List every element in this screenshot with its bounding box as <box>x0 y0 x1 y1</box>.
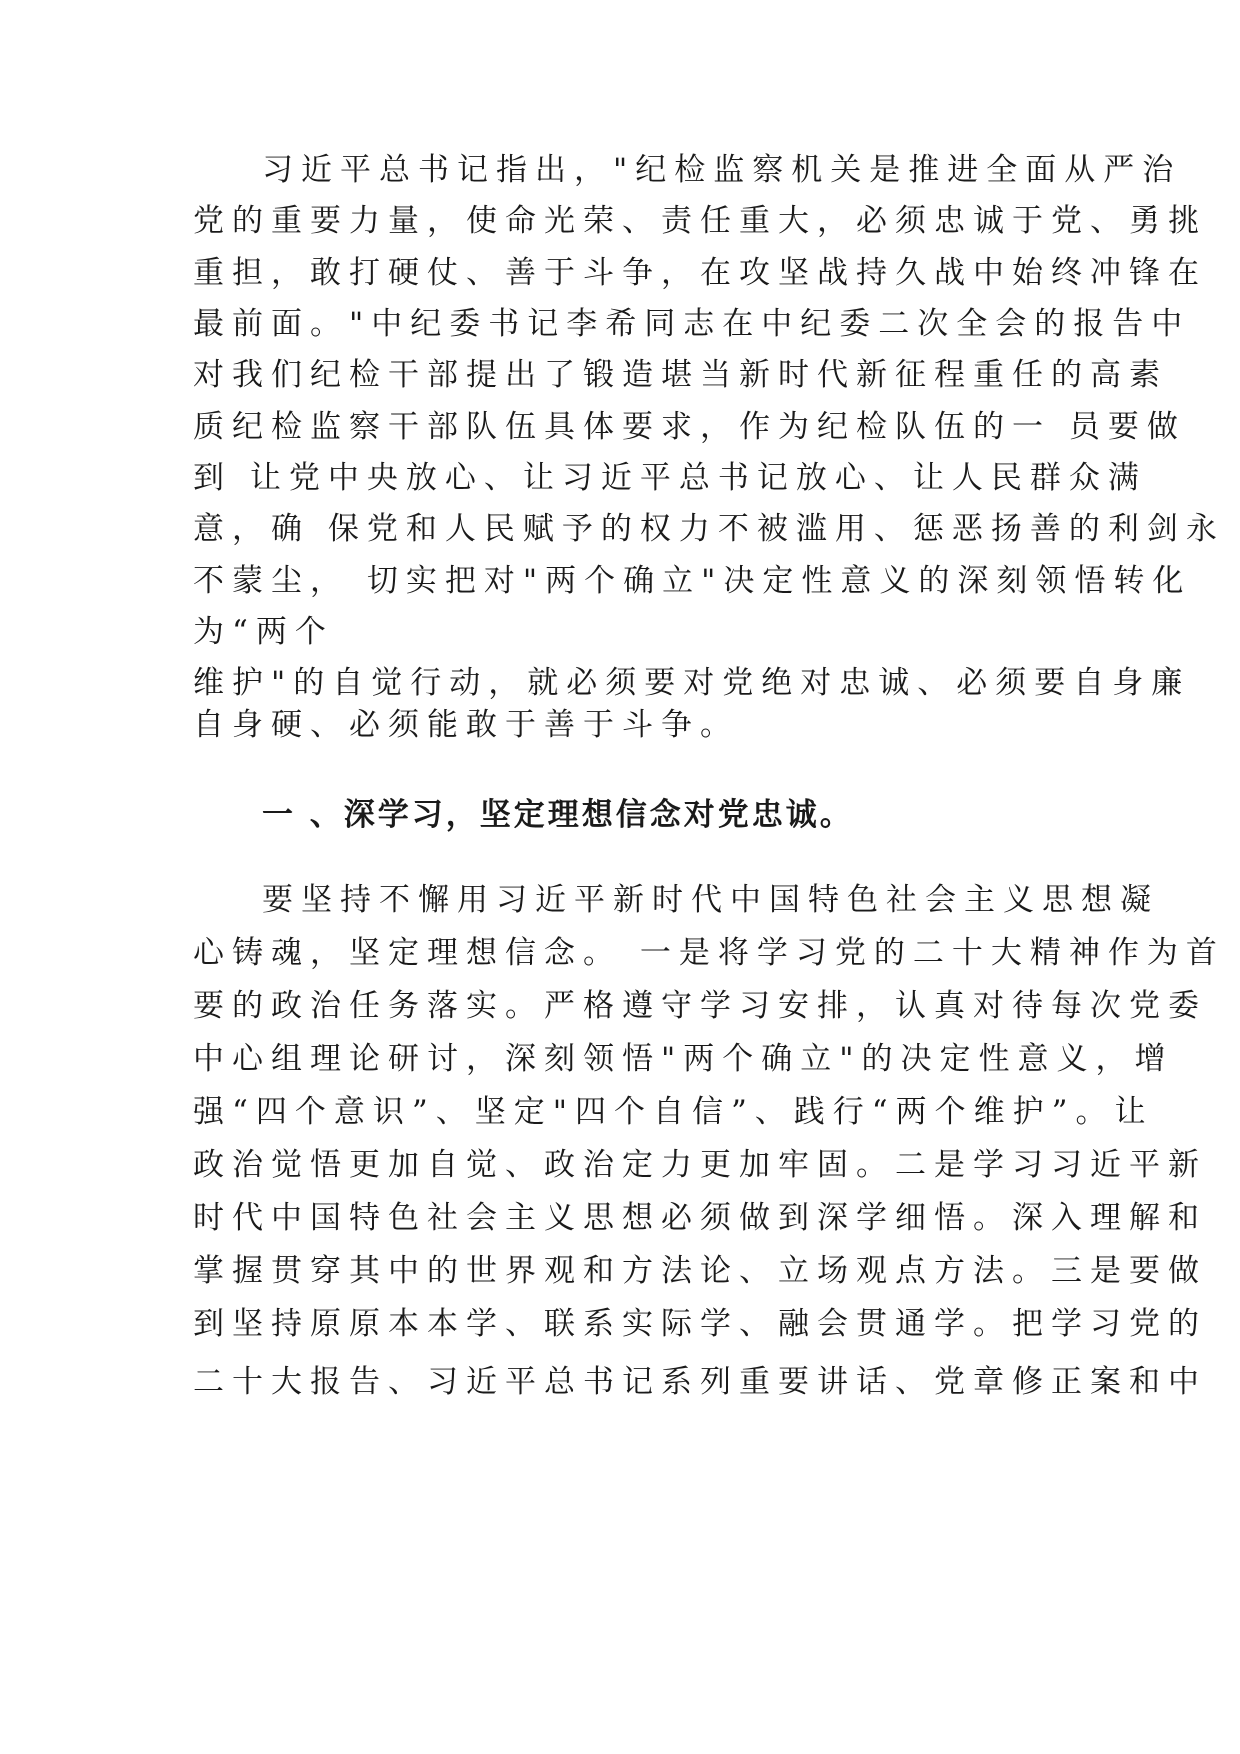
paragraph-line: 中心组理论研讨，深刻领悟"两个确立"的决定性意义，增 <box>193 1041 1174 1077</box>
section-heading: 一 、深学习，坚定理想信念对党忠诚。 <box>262 797 854 833</box>
paragraph-line: 要的政治任务落实。严格遵守学习安排，认真对待每次党委 <box>193 988 1207 1024</box>
paragraph-line: 心铸魂，坚定理想信念。 一是将学习党的二十大精神作为首 <box>193 935 1225 971</box>
paragraph-line: 要坚持不懈用习近平新时代中国特色社会主义思想凝 <box>262 882 1159 918</box>
paragraph-line: 意，确 保党和人民赋予的权力不被滥用、惩恶扬善的利剑永 <box>193 511 1225 547</box>
paragraph-line: 对我们纪检干部提出了锻造堪当新时代新征程重任的高素 <box>193 357 1168 393</box>
paragraph-line: 维护"的自觉行动，就必须要对党绝对忠诚、必须要自身廉 <box>193 665 1191 701</box>
paragraph-line: 政治觉悟更加自觉、政治定力更加牢固。二是学习习近平新 <box>193 1147 1207 1183</box>
paragraph-line: 质纪检监察干部队伍具体要求，作为纪检队伍的一 员要做 <box>193 409 1186 445</box>
paragraph-line: 掌握贯穿其中的世界观和方法论、立场观点方法。三是要做 <box>193 1253 1207 1289</box>
paragraph-line: 到坚持原原本本学、联系实际学、融会贯通学。把学习党的 <box>193 1306 1207 1342</box>
paragraph-line: 强“四个意识”、坚定"四个自信”、践行“两个维护”。让 <box>193 1094 1154 1130</box>
paragraph-line: 到 让党中央放心、让习近平总书记放心、让人民群众满 <box>193 460 1147 496</box>
paragraph-line: 为“两个 <box>193 614 334 650</box>
paragraph-line: 自身硬、必须能敢于善于斗争。 <box>193 707 739 743</box>
paragraph-line: 不蒙尘， 切实把对"两个确立"决定性意义的深刻领悟转化 <box>193 563 1192 599</box>
paragraph-line: 重担，敢打硬仗、善于斗争，在攻坚战持久战中始终冲锋在 <box>193 255 1207 291</box>
paragraph-line: 习近平总书记指出，"纪检监察机关是推进全面从严治 <box>262 152 1182 188</box>
paragraph-line: 最前面。"中纪委书记李希同志在中纪委二次全会的报告中 <box>193 306 1191 342</box>
paragraph-line: 时代中国特色社会主义思想必须做到深学细悟。深入理解和 <box>193 1200 1207 1236</box>
paragraph-line: 二十大报告、习近平总书记系列重要讲话、党章修正案和中 <box>193 1364 1207 1400</box>
paragraph-line: 党的重要力量，使命光荣、责任重大，必须忠诚于党、勇挑 <box>193 203 1207 239</box>
